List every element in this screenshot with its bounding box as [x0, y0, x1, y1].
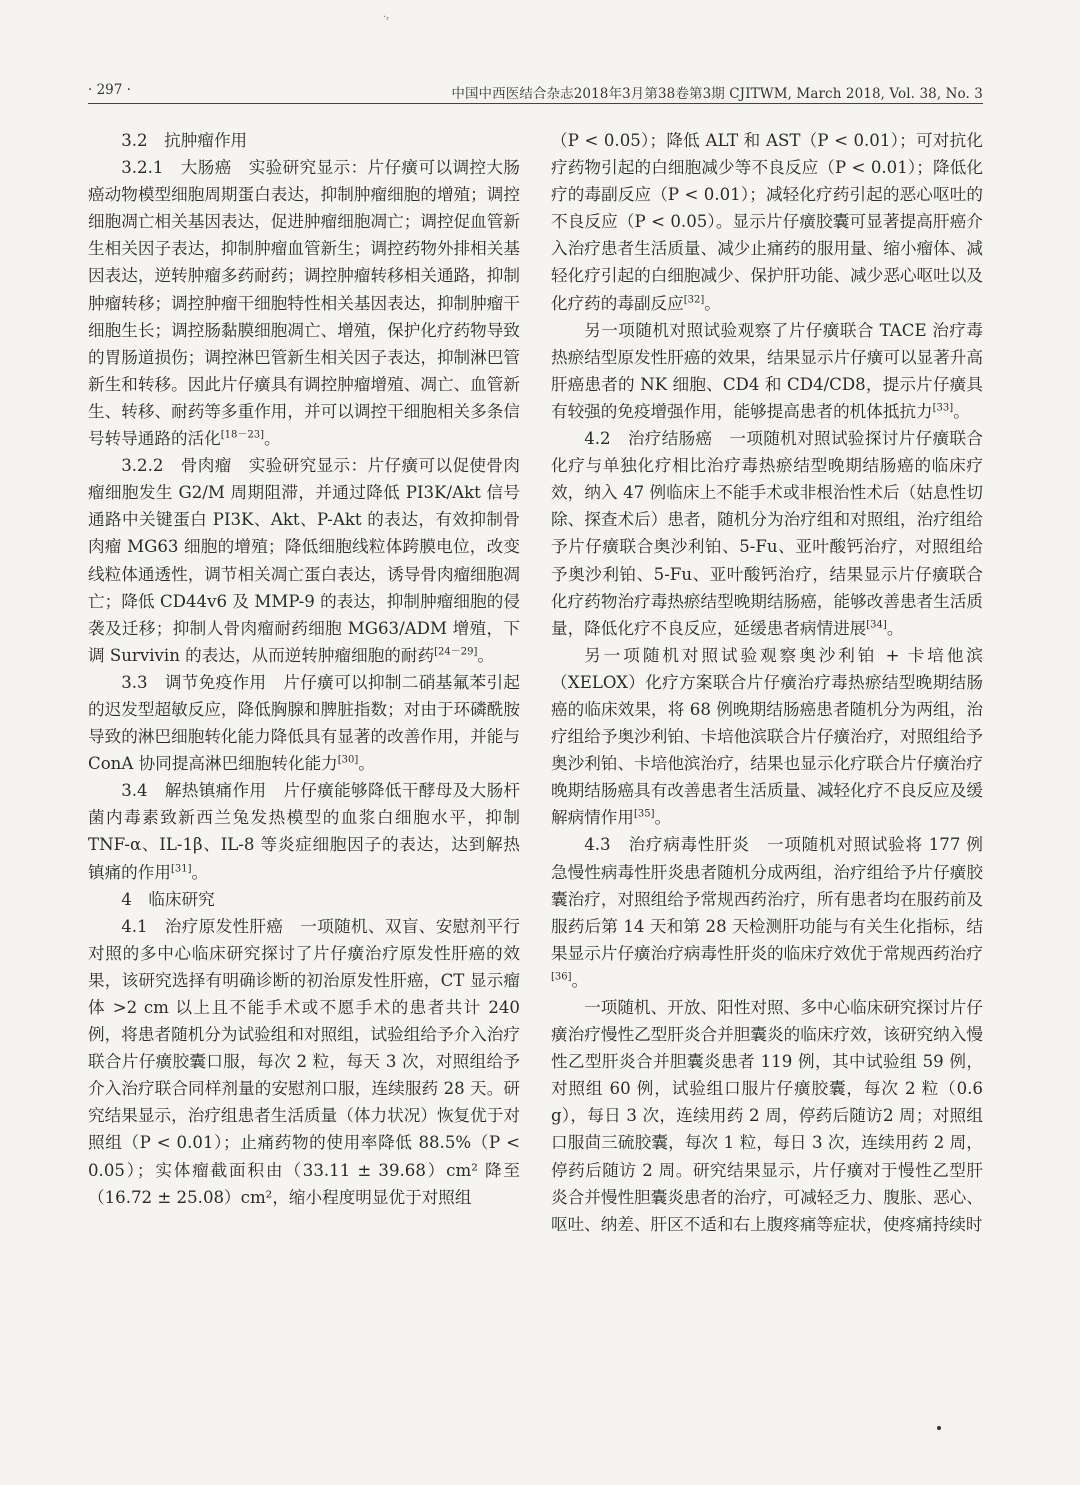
paragraph-text: 。 — [571, 970, 589, 990]
paragraph-text: 4.1 治疗原发性肝癌 一项随机、双盲、安慰剂平行对照的多中心临床研究探讨了片仔癀治疗原发性肝癌的效果，该研究选择有明确诊断的初治原发性肝癌，CT 显示瘤体 >2 cm 以上且不能手术或不愿手术的患者共计 240 例，将患者随机分为试验组和对照组，试验组给予介入治疗联合片仔癀胶囊口服，每次 2 粒，每天 3 次，对照组给予介入治疗联合同样剂量的安慰剂口服，连续服药 28 天。研究结果显示，治疗组患者生活质量（体力状况）恢复优于对照组（P < 0.01）；止痛药物的使用率降低 88.5%（P < 0.05）；实体瘤截面积由（33.11 ± 39.68）cm² 降至（16.72 ± 25.08）cm²，缩小程度明显优于对照组 — [88, 916, 520, 1207]
citation-ref: [32] — [683, 294, 705, 306]
paragraph-text: 。 — [358, 754, 375, 774]
paragraph-text: 4.3 治疗病毒性肝炎 一项随机对照试验将 177 例急慢性病毒性肝炎患者随机分成两组，治疗组给予片仔癀胶囊治疗，对照组给予常规西药治疗，所有患者均在服药前及服药后第 14 天和第 28 天检测肝功能与有关生化指标，结果显示片仔癀治疗病毒性肝炎的临床疗效优于常规西药治疗 — [551, 835, 983, 963]
paragraph — [88, 913, 520, 1211]
paragraph — [88, 452, 520, 669]
right-column — [551, 127, 983, 1238]
paragraph — [88, 669, 520, 777]
paragraph-text: 。 — [477, 645, 494, 665]
citation-ref: [24－29] — [434, 646, 478, 658]
paragraph — [88, 777, 520, 885]
scan-mark: ·ᵣ — [383, 12, 390, 23]
paragraph-text: （P < 0.05）；降低 ALT 和 AST（P < 0.01）；可对抗化疗药物引起的白细胞减少等不良反应（P < 0.01）；降低化疗的毒副反应（P < 0.01）；减轻化疗药引起的恶心呕吐的不良反应（P < 0.05）。显示片仔癀胶囊可显著提高肝癌介入治疗患者生活质量、减少止痛药的服用量、缩小瘤体、减轻化疗引起的白细胞减少、保护肝功能、减少恶心呕吐以及化疗药的毒副反应 — [551, 131, 983, 313]
paragraph — [551, 642, 983, 832]
paragraph-text: 。 — [953, 401, 970, 421]
paragraph — [551, 317, 983, 425]
left-column — [88, 127, 520, 1211]
paragraph-text: 。 — [191, 862, 209, 882]
paragraph-text: 。 — [886, 618, 904, 638]
heading-text: 4 临床研究 — [121, 889, 215, 909]
journal-citation: 中国中西医结合杂志2018年3月第38卷第3期 CJITWM, March 2018, Vol. 38, No. 3 — [451, 86, 983, 102]
paragraph-text: 3.2.2 骨肉瘤 实验研究显示：片仔癀可以促使骨肉瘤细胞发生 G2/M 周期阻滞，并通过降低 PI3K/Akt 信号通路中关键蛋白 PI3K、Akt、P-Akt 的表达，有效抑制骨肉瘤 MG63 细胞的增殖；降低细胞线粒体跨膜电位，改变线粒体通透性，调节相关凋亡蛋白表达，诱导骨肉瘤细胞凋亡；降低 CD44v6 及 MMP-9 的表达，抑制肿瘤细胞的侵袭及迁移；抑制人骨肉瘤耐药细胞 MG63/ADM 增殖，下调 Survivin 的表达，从而逆转肿瘤细胞的耐药 — [88, 456, 520, 665]
paragraph-text: 3.2.1 大肠癌 实验研究显示：片仔癀可以调控大肠癌动物模型细胞周期蛋白表达，抑制肿瘤细胞的增殖；调控细胞凋亡相关基因表达，促进肿瘤细胞凋亡；调控促血管新生相关因子表达，抑制肿瘤血管新生；调控药物外排相关基因表达，逆转肿瘤多药耐药；调控肿瘤转移相关通路，抑制肿瘤转移；调控肿瘤干细胞特性相关基因表达，抑制肿瘤干细胞生长；调控肠黏膜细胞凋亡、增殖，保护化疗药物导致的胃肠道损伤；调控淋巴管新生相关因子表达，抑制淋巴管新生和转移。因此片仔癀具有调控肿瘤增殖、凋亡、血管新生、转移、耐药等多重作用，并可以调控干细胞相关多条信号转导通路的活化 — [88, 158, 520, 449]
citation-ref: [33] — [932, 402, 954, 414]
paragraph-text: 3.4 解热镇痛作用 片仔癀能够降低干酵母及大肠杆菌内毒素致新西兰兔发热模型的血浆白细胞水平，抑制 TNF-α、IL-1β、IL-8 等炎症细胞因子的表达，达到解热镇痛的作用 — [88, 781, 520, 882]
citation-ref: [36] — [551, 971, 572, 983]
paragraph-text: 一项随机、开放、阳性对照、多中心临床研究探讨片仔癀治疗慢性乙型肝炎合并胆囊炎的临床疗效，该研究纳入慢性乙型肝炎合并胆囊炎患者 119 例，其中试验组 59 例，对照组 60 例，试验组口服片仔癀胶囊，每次 2 粒（0.6 g），每日 3 次，连续用药 2 周，停药后随访2 周；对照组口服茴三硫胶囊，每次 1 粒，每日 3 次，连续用药 2 周，停药后随访 2 周。研究结果显示，片仔癀对于慢性乙型肝炎合并慢性胆囊炎患者的治疗，可减轻乏力、腹胀、恶心、呕吐、纳差、肝区不适和右上腹疼痛等症状，使疼痛持续时 — [551, 998, 983, 1234]
citation-ref: [30] — [337, 754, 359, 766]
paragraph-text: 。 — [704, 293, 721, 313]
paragraph — [88, 154, 520, 452]
paragraph — [551, 831, 983, 994]
scan-speck — [937, 1426, 941, 1430]
paragraph-text: 。 — [264, 429, 281, 449]
citation-ref: [31] — [170, 863, 192, 874]
paragraph — [551, 425, 983, 642]
citation-ref: [34] — [866, 619, 887, 631]
paragraph — [551, 994, 983, 1238]
paragraph — [551, 127, 983, 317]
header-rule — [88, 103, 983, 104]
paragraph-text: 3.3 调节免疫作用 片仔癀可以抑制二硝基氟苯引起的迟发型超敏反应，降低胸腺和脾脏指数；对由于环磷酰胺导致的淋巴细胞转化能力降低具有显著的改善作用，并能与 ConA 协同提高淋巴细胞转化能力 — [88, 672, 520, 774]
section-heading — [88, 886, 520, 913]
running-header — [88, 78, 983, 104]
heading-text: 3.2 抗肿瘤作用 — [121, 131, 248, 150]
citation-ref: [35] — [633, 808, 655, 820]
paragraph-text: 4.2 治疗结肠癌 一项随机对照试验探讨片仔癀联合化疗与单独化疗相比治疗毒热瘀结型晚期结肠癌的临床疗效，纳入 47 例临床上不能手术或非根治性术后（姑息性切除、探查术后）患者，随机分为治疗组和对照组，治疗组给予片仔癀联合奥沙利铂、5-Fu、亚叶酸钙治疗，对照组给予奥沙利铂、5-Fu、亚叶酸钙治疗，结果显示片仔癀联合化疗药物治疗毒热瘀结型晚期结肠癌，能够改善患者生活质量，降低化疗不良反应，延缓患者病情进展 — [551, 429, 983, 638]
section-heading — [88, 127, 520, 154]
paragraph-text: 另一项随机对照试验观察奥沙利铂 + 卡培他滨（XELOX）化疗方案联合片仔癀治疗毒热瘀结型晚期结肠癌的临床效果，将 68 例晚期结肠癌患者随机分为两组，治疗组给予奥沙利铂、卡培他滨联合片仔癀治疗，对照组给予奥沙利铂、卡培他滨治疗，结果也显示化疗联合片仔癀治疗晚期结肠癌具有改善患者生活质量、减轻化疗不良反应及缓解病情作用 — [551, 645, 983, 828]
citation-ref: [18－23] — [220, 429, 265, 441]
paragraph-text: 。 — [654, 808, 672, 828]
paragraph-text: 另一项随机对照试验观察了片仔癀联合 TACE 治疗毒热瘀结型原发性肝癌的效果，结果显示片仔癀可以显著升高肝癌患者的 NK 细胞、CD4 和 CD4/CD8，提示片仔癀具有较强的免疫增强作用，能够提高患者的机体抵抗力 — [551, 320, 983, 421]
page-number: · 297 · — [88, 82, 131, 98]
